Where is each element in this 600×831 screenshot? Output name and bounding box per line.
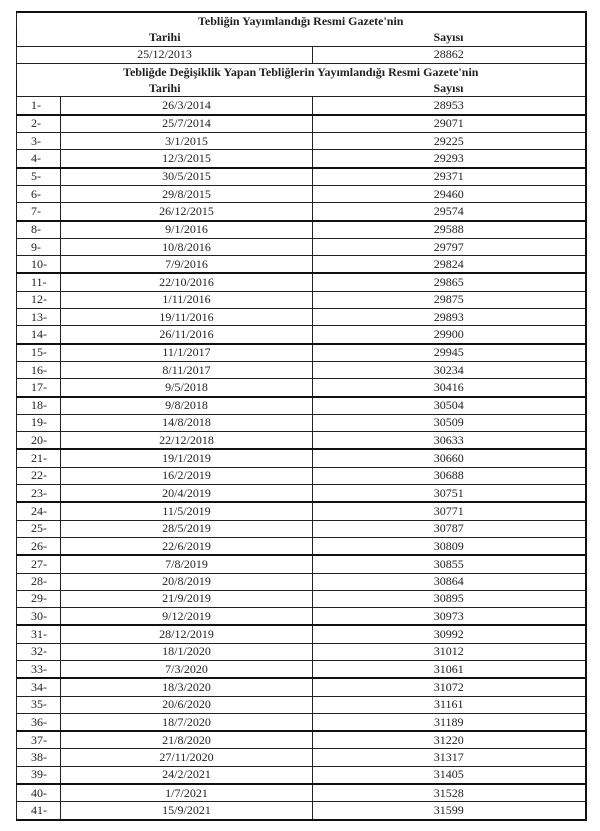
row-number: 31- (17, 625, 61, 643)
original-title: Tebliğin Yayımlandığı Resmi Gazete'nin (17, 12, 586, 29)
table-row (17, 555, 586, 573)
row-date: 27/11/2020 (61, 749, 313, 766)
table-row (17, 625, 586, 643)
table-row (17, 713, 586, 731)
row-date: 21/8/2020 (61, 731, 313, 749)
row-date: 12/3/2015 (61, 150, 313, 168)
row-gazette-number: 29893 (313, 309, 586, 326)
table-row (17, 449, 586, 467)
row-number: 18- (17, 397, 61, 415)
row-number: 13- (17, 309, 61, 326)
row-date: 11/1/2017 (61, 344, 313, 362)
table-row (17, 115, 586, 133)
row-date: 14/8/2018 (61, 414, 313, 431)
row-gazette-number: 29824 (313, 256, 586, 274)
row-number: 28- (17, 573, 61, 590)
table-row (17, 361, 586, 378)
table-row (17, 273, 586, 291)
table-row (17, 608, 586, 626)
table-row (17, 203, 586, 221)
row-date: 25/7/2014 (61, 115, 313, 133)
row-number: 19- (17, 414, 61, 431)
original-date: 25/12/2013 (17, 46, 313, 63)
row-date: 26/3/2014 (61, 97, 313, 115)
row-date: 15/9/2021 (61, 802, 313, 820)
row-number: 41- (17, 802, 61, 820)
row-date: 9/8/2018 (61, 397, 313, 415)
table-row (17, 696, 586, 713)
row-date: 20/4/2019 (61, 485, 313, 503)
table-row (17, 238, 586, 255)
row-number: 8- (17, 221, 61, 239)
row-gazette-number: 30787 (313, 520, 586, 537)
row-number: 11- (17, 273, 61, 291)
row-date: 19/1/2019 (61, 449, 313, 467)
original-date-header: Tarihi (17, 29, 313, 46)
row-number: 39- (17, 766, 61, 784)
row-gazette-number: 29574 (313, 203, 586, 221)
row-number: 7- (17, 203, 61, 221)
row-number: 37- (17, 731, 61, 749)
row-number: 9- (17, 238, 61, 255)
row-gazette-number: 30855 (313, 555, 586, 573)
table-row (17, 678, 586, 696)
row-number: 20- (17, 432, 61, 450)
row-date: 28/12/2019 (61, 625, 313, 643)
row-date: 21/9/2019 (61, 590, 313, 607)
row-date: 1/11/2016 (61, 291, 313, 308)
row-date: 9/1/2016 (61, 221, 313, 239)
row-date: 18/3/2020 (61, 678, 313, 696)
row-number: 15- (17, 344, 61, 362)
row-gazette-number: 31061 (313, 660, 586, 678)
row-date: 10/8/2016 (61, 238, 313, 255)
table-row (17, 97, 586, 115)
table-row (17, 520, 586, 537)
original-number: 28862 (313, 46, 586, 63)
row-date: 3/1/2015 (61, 133, 313, 150)
row-gazette-number: 29945 (313, 344, 586, 362)
row-number: 16- (17, 361, 61, 378)
row-number: 35- (17, 696, 61, 713)
table-row (17, 150, 586, 168)
table-row (17, 749, 586, 766)
table-row (17, 397, 586, 415)
row-date: 7/9/2016 (61, 256, 313, 274)
row-date: 7/3/2020 (61, 660, 313, 678)
row-date: 20/6/2020 (61, 696, 313, 713)
table-row (17, 379, 586, 397)
row-number: 12- (17, 291, 61, 308)
row-number: 33- (17, 660, 61, 678)
row-date: 1/7/2021 (61, 784, 313, 802)
gazette-table (16, 11, 587, 821)
row-gazette-number: 31405 (313, 766, 586, 784)
table-row (17, 133, 586, 150)
row-number: 36- (17, 713, 61, 731)
table-row (17, 185, 586, 202)
row-date: 22/12/2018 (61, 432, 313, 450)
row-gazette-number: 30633 (313, 432, 586, 450)
table-row (17, 802, 586, 820)
row-gazette-number: 30509 (313, 414, 586, 431)
row-gazette-number: 29293 (313, 150, 586, 168)
table-row (17, 168, 586, 186)
row-date: 28/5/2019 (61, 520, 313, 537)
table-row (17, 660, 586, 678)
row-date: 11/5/2019 (61, 502, 313, 520)
table-row (17, 502, 586, 520)
row-number: 21- (17, 449, 61, 467)
table-row (17, 784, 586, 802)
original-number-header: Sayısı (313, 29, 586, 46)
row-gazette-number: 29865 (313, 273, 586, 291)
row-number: 5- (17, 168, 61, 186)
row-gazette-number: 30771 (313, 502, 586, 520)
amendments-number-header: Sayısı (313, 80, 586, 97)
row-gazette-number: 31072 (313, 678, 586, 696)
table-row (17, 590, 586, 607)
row-date: 8/11/2017 (61, 361, 313, 378)
row-gazette-number: 29225 (313, 133, 586, 150)
row-date: 29/8/2015 (61, 185, 313, 202)
amendments-date-header: Tarihi (17, 80, 313, 97)
row-gazette-number: 31012 (313, 643, 586, 660)
row-gazette-number: 30688 (313, 467, 586, 484)
table-row (17, 766, 586, 784)
row-gazette-number: 31528 (313, 784, 586, 802)
row-date: 16/2/2019 (61, 467, 313, 484)
row-gazette-number: 30809 (313, 537, 586, 555)
table-row (17, 432, 586, 450)
row-number: 34- (17, 678, 61, 696)
row-date: 9/12/2019 (61, 608, 313, 626)
row-number: 32- (17, 643, 61, 660)
row-number: 10- (17, 256, 61, 274)
table-row (17, 573, 586, 590)
row-date: 26/11/2016 (61, 326, 313, 344)
row-number: 27- (17, 555, 61, 573)
row-number: 22- (17, 467, 61, 484)
row-gazette-number: 31161 (313, 696, 586, 713)
row-number: 17- (17, 379, 61, 397)
row-gazette-number: 29071 (313, 115, 586, 133)
row-date: 9/5/2018 (61, 379, 313, 397)
table-row (17, 537, 586, 555)
table-row (17, 326, 586, 344)
row-date: 18/7/2020 (61, 713, 313, 731)
row-gazette-number: 30895 (313, 590, 586, 607)
row-number: 40- (17, 784, 61, 802)
row-date: 22/10/2016 (61, 273, 313, 291)
row-date: 19/11/2016 (61, 309, 313, 326)
row-number: 6- (17, 185, 61, 202)
row-gazette-number: 31220 (313, 731, 586, 749)
row-number: 2- (17, 115, 61, 133)
row-gazette-number: 30660 (313, 449, 586, 467)
row-date: 30/5/2015 (61, 168, 313, 186)
row-gazette-number: 30992 (313, 625, 586, 643)
row-number: 25- (17, 520, 61, 537)
row-number: 14- (17, 326, 61, 344)
row-number: 26- (17, 537, 61, 555)
table-row (17, 485, 586, 503)
row-gazette-number: 29875 (313, 291, 586, 308)
row-date: 26/12/2015 (61, 203, 313, 221)
table-row (17, 643, 586, 660)
row-number: 30- (17, 608, 61, 626)
row-number: 3- (17, 133, 61, 150)
row-gazette-number: 30504 (313, 397, 586, 415)
row-gazette-number: 29797 (313, 238, 586, 255)
row-date: 24/2/2021 (61, 766, 313, 784)
table-row (17, 221, 586, 239)
row-gazette-number: 29371 (313, 168, 586, 186)
table-row (17, 414, 586, 431)
row-number: 24- (17, 502, 61, 520)
table-row (17, 731, 586, 749)
row-number: 38- (17, 749, 61, 766)
table-row (17, 467, 586, 484)
row-gazette-number: 30751 (313, 485, 586, 503)
row-date: 20/8/2019 (61, 573, 313, 590)
row-gazette-number: 30416 (313, 379, 586, 397)
row-number: 4- (17, 150, 61, 168)
table-row (17, 309, 586, 326)
row-gazette-number: 31599 (313, 802, 586, 820)
row-gazette-number: 31317 (313, 749, 586, 766)
row-number: 29- (17, 590, 61, 607)
row-gazette-number: 30234 (313, 361, 586, 378)
row-gazette-number: 31189 (313, 713, 586, 731)
row-gazette-number: 30864 (313, 573, 586, 590)
table-row (17, 291, 586, 308)
table-row (17, 344, 586, 362)
table-row (17, 256, 586, 274)
row-gazette-number: 29460 (313, 185, 586, 202)
amendments-title: Tebliğde Değişiklik Yapan Tebliğlerin Yayımlandığı Resmi Gazete'nin (17, 63, 586, 80)
row-gazette-number: 28953 (313, 97, 586, 115)
row-number: 1- (17, 97, 61, 115)
row-date: 7/8/2019 (61, 555, 313, 573)
row-gazette-number: 30973 (313, 608, 586, 626)
row-gazette-number: 29900 (313, 326, 586, 344)
row-date: 22/6/2019 (61, 537, 313, 555)
row-date: 18/1/2020 (61, 643, 313, 660)
row-number: 23- (17, 485, 61, 503)
row-gazette-number: 29588 (313, 221, 586, 239)
